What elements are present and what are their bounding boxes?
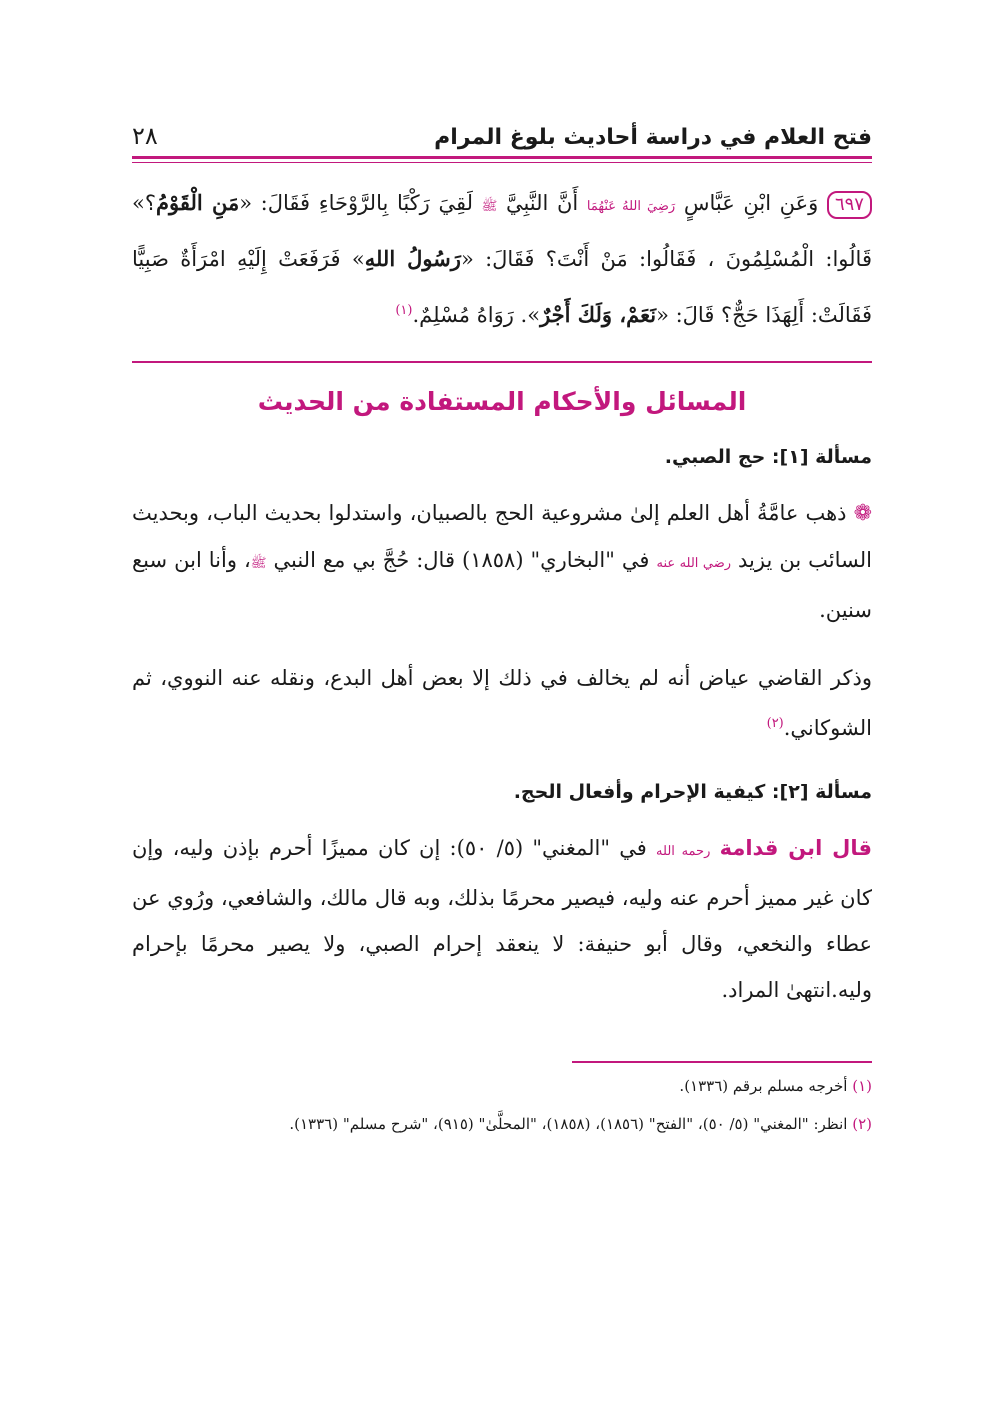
hadith-bold: مَنِ الْقَوْمُ <box>156 190 240 215</box>
header-rule-thin <box>132 162 872 163</box>
paragraph-text: ، وأنا ابن سبع سنين. <box>132 548 872 622</box>
footnote-text: انظر: "المغني" (٥/ ٥٠)، "الفتح" (١٨٥٦)، (١٨٥٨)، "المحلَّىٰ" (٩١٥)، "شرح مسلم" (١٣٣٦). <box>289 1115 853 1133</box>
footnote-2 <box>132 1109 872 1139</box>
page <box>132 110 872 1139</box>
running-header <box>132 110 872 150</box>
honorific: رحمه الله <box>656 844 711 859</box>
hadith-part: » فَرَفَعَتْ إِلَيْهِ امْرَأَةٌ صَبِيًّا فَقَالَتْ: أَلِهَذَا حَجٌّ؟ قَالَ: « <box>132 247 872 327</box>
issue-1-heading: مسألة [١]: حج الصبي. <box>664 446 872 468</box>
speaker-name: قال ابن قدامة <box>719 836 872 860</box>
issue-2-paragraph <box>132 825 872 1013</box>
paragraph-text: في "البخاري" (١٨٥٨) قال: حُجَّ بي مع النبي <box>266 548 657 572</box>
hadith-bold: نَعَمْ، وَلَكَ أَجْرٌ <box>540 302 657 327</box>
flower-ornament-icon: ❁ <box>853 501 872 526</box>
hadith-bold: رَسُولُ اللهِ <box>364 246 461 271</box>
footnote-ref[interactable]: (١) <box>395 303 413 318</box>
issue-1-paragraph-2 <box>132 655 872 751</box>
paragraph-text: ذهب عامَّةُ أهل العلم إلىٰ مشروعية الحج بالصبيان، واستدلوا بحديث الباب، وبحديث السائب بن يزيد <box>132 501 872 572</box>
hadith-part: لَقِيَ رَكْبًا بِالرَّوْحَاءِ فَقَالَ: « <box>239 191 473 215</box>
issue-2-heading: مسألة [٢]: كيفية الإحرام وأفعال الحج. <box>513 781 872 803</box>
footnote-1 <box>132 1071 872 1101</box>
footnote-text: أخرجه مسلم برقم (١٣٣٦). <box>679 1077 853 1095</box>
issue-1-paragraph-1 <box>132 490 872 633</box>
hadith-part: وَعَنِ ابْنِ عَبَّاسٍ <box>683 191 819 215</box>
honorific: رضي الله عنه <box>656 556 732 571</box>
footnote-rule <box>572 1061 872 1063</box>
hadith-part: ». رَوَاهُ مُسْلِمٌ. <box>412 303 541 327</box>
book-title: فتح العلام في دراسة أحاديث بلوغ المرام <box>434 125 872 150</box>
section-title: المسائل والأحكام المستفادة من الحديث <box>257 387 747 416</box>
honorific: ﷺ <box>250 556 267 571</box>
paragraph-text: في "المغني" (٥/ ٥٠): إن كان مميزًا أحرم بإذن وليه، وإن كان غير مميز أحرم عنه وليه، فيصير محرمًا بذلك، وبه قال مالك، والشافعي، ورُوي عن عطاء والنخعي، وقال أبو حنيفة: لا ينعقد إحرام الصبي، ولا يصير محرمًا بإحرام وليه.انتهىٰ المراد. <box>132 836 872 1002</box>
honorific: ﷺ <box>481 199 498 214</box>
footnote-number: (١) <box>852 1077 872 1095</box>
hadith-text <box>132 177 872 341</box>
footnote-ref[interactable]: (٢) <box>766 716 784 731</box>
footnote-number: (٢) <box>852 1115 872 1133</box>
hadith-number-badge: ٦٩٧ <box>827 191 872 219</box>
hadith-part: أَنَّ النَّبِيَّ <box>497 191 579 215</box>
hadith-part: ؟» قَالُوا: الْمُسْلِمُونَ ، فَقَالُوا: مَنْ أَنْتَ؟ فَقَالَ: « <box>132 191 872 271</box>
paragraph-text: وذكر القاضي عياض أنه لم يخالف في ذلك إلا بعض أهل البدع، ونقله عنه النووي، ثم الشوكاني. <box>132 666 872 740</box>
honorific: رَضِيَ اللهُ عَنْهُمَا <box>586 199 676 214</box>
header-rule-thick <box>132 156 872 159</box>
page-number: ٢٨ <box>132 122 158 150</box>
section-rule <box>132 361 872 363</box>
